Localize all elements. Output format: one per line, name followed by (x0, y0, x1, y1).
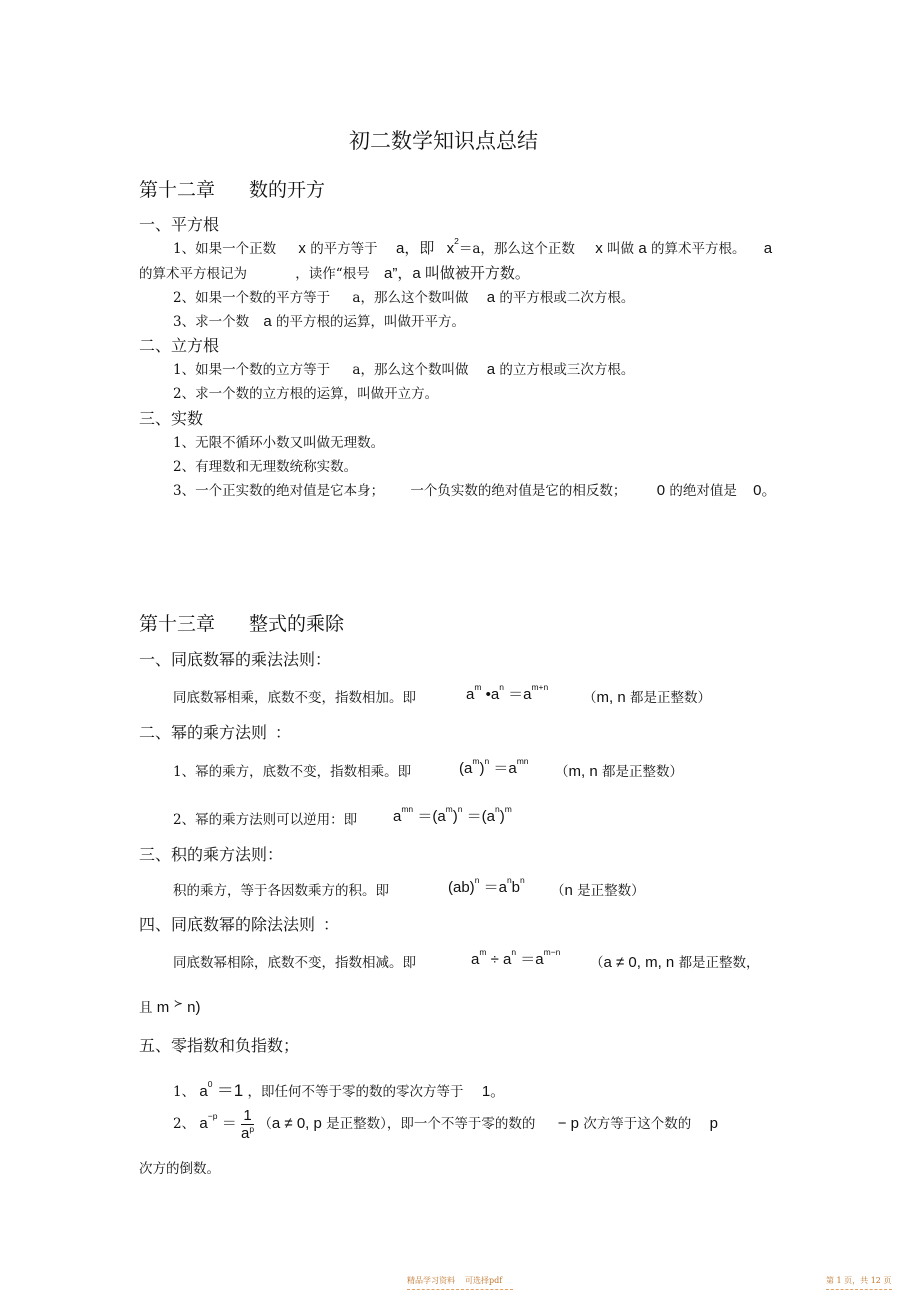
cube-root-line-1: 1、如果一个数的立方等于 a，那么这个数叫做 a 的立方根或三次方根。 (173, 361, 635, 378)
power-rule-line-1: 1、幂的乘方，底数不变，指数相乘。即 (173, 764, 412, 780)
product-rule-formula: $a^m$ $•a^n =a^{m+n}$ (466, 682, 549, 703)
section-real-numbers-heading: 三、实数 (139, 409, 204, 428)
cube-root-line-2: 2、求一个数的立方根的运算，叫做开立方。 (173, 386, 439, 402)
fraction: $\frac{1}{a^p}$ (241, 1107, 255, 1142)
negative-exponent-line-2: 次方的倒数。 (139, 1161, 220, 1177)
zero-exponent-line: 1、 $a^0 =1$ ，即任何不等于零的数的零次方等于 1。 (173, 1079, 506, 1100)
quotient-rule-condition-cont: 且 m ≻ n) (139, 998, 201, 1016)
footer-page-number: 第 1 页，共 12 页 (826, 1276, 892, 1285)
square-root-line-3: 3、求一个数 a 的平方根的运算，叫做开平方。 (173, 313, 466, 330)
section-exponents-heading: 五、零指数和负指数； (139, 1036, 300, 1055)
square-root-line-2: 2、如果一个数的平方等于 a，那么这个数叫做 a 的平方根或二次方根。 (173, 289, 635, 306)
real-numbers-line-2: 2、有理数和无理数统称实数。 (173, 459, 358, 475)
product-rule-text: 同底数幂相乘，底数不变，指数相加。即 (173, 690, 416, 706)
section-product-power-heading: 三、积的乘方法则： (139, 845, 284, 864)
chapter-12-heading: 第十二章 (139, 179, 216, 201)
section-square-root-heading: 一、平方根 (139, 215, 220, 234)
page-title: 初二数学知识点总结 (349, 129, 538, 153)
product-power-formula: $(ab)^n =a^nb^n$ (448, 875, 525, 896)
product-rule-condition: （m, n 都是正整数） (583, 689, 711, 706)
real-numbers-line-1: 1、无限不循环小数又叫做无理数。 (173, 435, 385, 451)
chapter-13-heading: 第十三章 (139, 613, 216, 635)
power-rule-condition: （m, n 都是正整数） (555, 763, 683, 780)
section-power-rule-heading: 二、幂的乘方法则 ： (139, 723, 292, 742)
chapter-12-name: 数的开方 (249, 179, 326, 201)
square-root-line-1b: 的算术平方根记为 ，读作“根号 a”，a 叫做被开方数。 (139, 265, 530, 282)
negative-exponent-line: 2、 $a^{-p}$ ＝ $\frac{1}{a^p}$ （a ≠ 0, p 是正整数），即一个不等于零的数的 − p 次方等于这个数的 p (173, 1107, 718, 1142)
section-product-rule-heading: 一、同底数幂的乘法法则： (139, 650, 332, 669)
chapter-13-name: 整式的乘除 (249, 613, 345, 635)
section-cube-root-heading: 二、立方根 (139, 336, 220, 355)
square-root-line-1: 1、如果一个正数 x 的平方等于 a，即 $x^2=a$，那么这个正数 x 叫做 a 的算术平方根。 a (173, 236, 773, 257)
section-quotient-rule-heading: 四、同底数幂的除法法则 ： (139, 915, 340, 934)
quotient-rule-text: 同底数幂相除，底数不变，指数相减。即 (173, 955, 416, 971)
power-rule-line-2: 2、幂的乘方法则可以逆用：即 (173, 812, 358, 828)
power-rule-formula-1: $(a^m)^n =a^{mn}$ (459, 756, 529, 777)
product-power-text: 积的乘方，等于各因数乘方的积。即 (173, 883, 389, 899)
product-power-condition: （n 是正整数） (551, 882, 645, 899)
real-numbers-line-3: 3、一个正实数的绝对值是它本身； 一个负实数的绝对值是它的相反数； 0 的绝对值是 0。 (173, 482, 777, 499)
power-rule-formula-2: $a^{mn} =(a^m)^n =(a^n)^m$ (393, 804, 512, 825)
footer-right-underline (826, 1289, 892, 1290)
quotient-rule-condition: （a ≠ 0, m, n 都是正整数， (590, 954, 760, 971)
quotient-rule-formula: $a^m \div a^n =a^{m-n}$ (471, 947, 561, 968)
footer-left: 精品学习资料 可选择pdf (407, 1276, 503, 1285)
footer-left-underline (407, 1289, 513, 1290)
